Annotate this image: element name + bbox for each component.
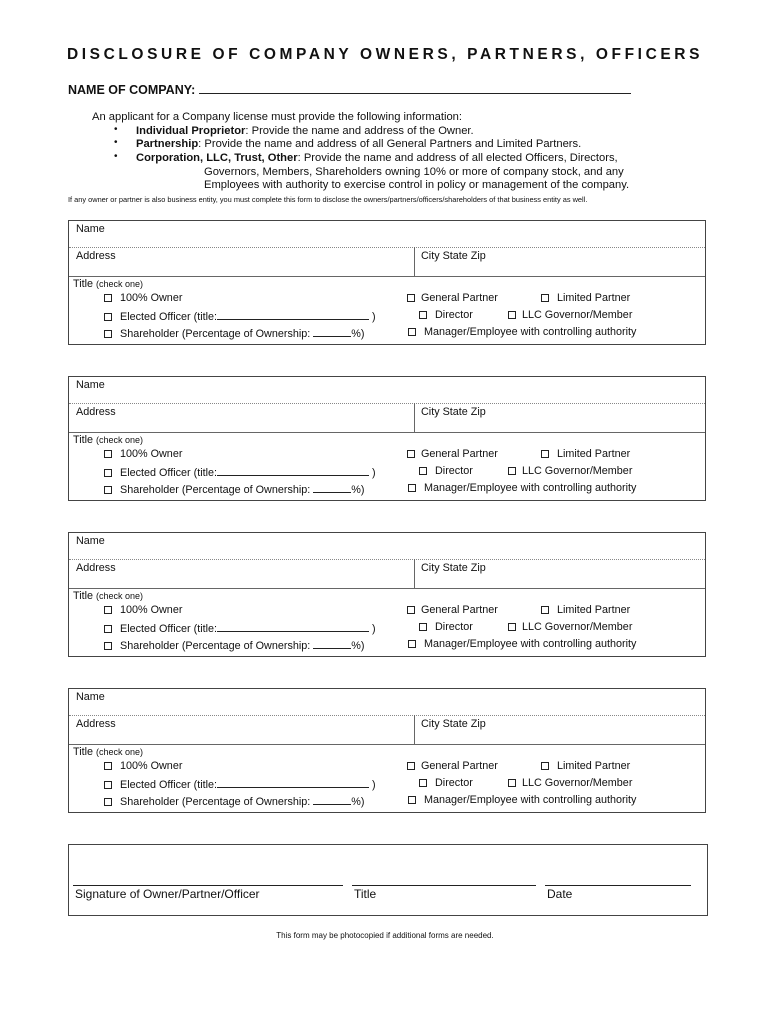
bullet-term: Partnership [136, 138, 199, 150]
name-label: Name [76, 379, 105, 391]
divider [414, 403, 415, 432]
divider [414, 559, 415, 588]
ownership-percent-field[interactable] [313, 794, 351, 805]
checkbox-label: ) [372, 311, 376, 323]
checkbox-label: Limited Partner [557, 448, 631, 460]
checkbox-shareholder[interactable] [104, 794, 364, 808]
checkbox-icon [508, 467, 516, 475]
divider [69, 247, 705, 248]
checkbox-icon [407, 762, 415, 770]
divider [414, 715, 415, 744]
title-text: Title [73, 746, 93, 758]
checkbox-label: Manager/Employee with controlling authority [424, 326, 637, 338]
city-state-zip-label: City State Zip [421, 406, 486, 418]
title-label [73, 590, 143, 602]
checkbox-label: Director [435, 465, 473, 477]
checkbox-icon [104, 313, 112, 321]
check-one-text: (check one) [96, 279, 144, 289]
checkbox-manager[interactable] [408, 482, 636, 494]
checkbox-llc-member[interactable] [508, 309, 632, 321]
title-text: Title [73, 434, 93, 446]
checkbox-label: Manager/Employee with controlling authority [424, 482, 637, 494]
checkbox-icon [104, 798, 112, 806]
checkbox-icon [104, 781, 112, 789]
checkbox-icon [408, 484, 416, 492]
checkbox-label: LLC Governor/Member [522, 777, 633, 789]
checkbox-limited-partner[interactable] [541, 760, 630, 772]
checkbox-shareholder[interactable] [104, 482, 364, 496]
checkbox-limited-partner[interactable] [541, 292, 630, 304]
checkbox-label: %) [351, 796, 365, 808]
checkbox-manager[interactable] [408, 794, 636, 806]
checkbox-icon [408, 328, 416, 336]
checkbox-elected-officer[interactable] [104, 465, 376, 479]
checkbox-label: Shareholder (Percentage of Ownership: [120, 640, 311, 652]
signature-title-field[interactable] [352, 885, 536, 886]
divider [69, 715, 705, 716]
checkbox-llc-member[interactable] [508, 777, 632, 789]
checkbox-label: ) [372, 779, 376, 791]
checkbox-label: %) [351, 640, 365, 652]
divider [69, 588, 705, 589]
checkbox-icon [407, 450, 415, 458]
checkbox-manager[interactable] [408, 326, 636, 338]
city-state-zip-label: City State Zip [421, 562, 486, 574]
officer-title-field[interactable] [217, 621, 369, 632]
checkbox-label: LLC Governor/Member [522, 309, 633, 321]
checkbox-general-partner[interactable] [407, 448, 498, 460]
checkbox-icon [104, 606, 112, 614]
checkbox-label: %) [351, 484, 365, 496]
checkbox-label: Elected Officer (title: [120, 779, 218, 791]
checkbox-label: Shareholder (Percentage of Ownership: [120, 796, 311, 808]
checkbox-label: Elected Officer (title: [120, 623, 218, 635]
bullet-partnership [114, 137, 582, 150]
title-label [73, 746, 143, 758]
checkbox-icon [104, 294, 112, 302]
checkbox-label: General Partner [421, 448, 498, 460]
checkbox-general-partner[interactable] [407, 760, 498, 772]
checkbox-icon [419, 623, 427, 631]
bullet-individual [114, 124, 474, 137]
company-name-label: NAME OF COMPANY: [68, 83, 196, 97]
city-state-zip-label: City State Zip [421, 250, 486, 262]
bullet-continuation: Employees with authority to exercise control in policy or management of the company. [204, 179, 630, 191]
address-label: Address [76, 250, 116, 262]
bullet-text: : Provide the name and address of all General Partners and Limited Partners. [198, 138, 582, 150]
ownership-percent-field[interactable] [313, 326, 351, 337]
signature-block [68, 844, 708, 916]
checkbox-label: %) [351, 328, 365, 340]
divider [69, 432, 705, 433]
form-title: DISCLOSURE OF COMPANY OWNERS, PARTNERS, OFFICERS [66, 46, 704, 63]
title-label [73, 278, 143, 290]
checkbox-icon [104, 486, 112, 494]
officer-title-field[interactable] [217, 309, 369, 320]
checkbox-label: Shareholder (Percentage of Ownership: [120, 328, 311, 340]
checkbox-label: 100% Owner [120, 448, 183, 460]
divider [69, 744, 705, 745]
checkbox-owner[interactable] [104, 448, 182, 460]
checkbox-owner[interactable] [104, 292, 182, 304]
checkbox-label: 100% Owner [120, 292, 183, 304]
checkbox-icon [508, 623, 516, 631]
checkbox-icon [104, 469, 112, 477]
checkbox-director[interactable] [419, 777, 473, 789]
checkbox-icon [408, 796, 416, 804]
checkbox-label: Limited Partner [557, 292, 631, 304]
disclosure-block [68, 376, 706, 501]
check-one-text: (check one) [96, 747, 144, 757]
checkbox-director[interactable] [419, 309, 473, 321]
checkbox-label: LLC Governor/Member [522, 465, 633, 477]
checkbox-icon [104, 625, 112, 633]
signature-date-field[interactable] [545, 885, 691, 886]
checkbox-label: General Partner [421, 604, 498, 616]
checkbox-general-partner[interactable] [407, 292, 498, 304]
checkbox-limited-partner[interactable] [541, 448, 630, 460]
checkbox-general-partner[interactable] [407, 604, 498, 616]
checkbox-icon [104, 450, 112, 458]
checkbox-label: Elected Officer (title: [120, 311, 218, 323]
city-state-zip-label: City State Zip [421, 718, 486, 730]
bullet-term: Corporation, LLC, Trust, Other [136, 152, 298, 164]
checkbox-label: Director [435, 621, 473, 633]
checkbox-owner[interactable] [104, 604, 182, 616]
disclosure-block [68, 688, 706, 813]
checkbox-icon [104, 762, 112, 770]
checkbox-icon [408, 640, 416, 648]
checkbox-elected-officer[interactable] [104, 621, 376, 635]
bullet-dot-icon: • [114, 151, 118, 162]
entity-note: If any owner or partner is also business entity, you must complete this form to disclose the owners/partners/officers/shareholders of that business entity as well. [68, 195, 588, 204]
checkbox-label: General Partner [421, 292, 498, 304]
checkbox-icon [419, 311, 427, 319]
checkbox-icon [508, 779, 516, 787]
signature-field[interactable] [73, 885, 343, 886]
divider [414, 247, 415, 276]
checkbox-icon [541, 450, 549, 458]
checkbox-label: 100% Owner [120, 760, 183, 772]
checkbox-manager[interactable] [408, 638, 636, 650]
bullet-corporation [114, 151, 618, 164]
checkbox-label: Limited Partner [557, 760, 631, 772]
title-text: Title [73, 590, 93, 602]
signature-date-label: Date [547, 887, 573, 901]
name-label: Name [76, 535, 105, 547]
checkbox-label: LLC Governor/Member [522, 621, 633, 633]
signature-label: Signature of Owner/Partner/Officer [75, 887, 260, 901]
checkbox-icon [104, 330, 112, 338]
checkbox-icon [508, 311, 516, 319]
checkbox-icon [104, 642, 112, 650]
address-label: Address [76, 562, 116, 574]
check-one-text: (check one) [96, 591, 144, 601]
checkbox-shareholder[interactable] [104, 326, 364, 340]
checkbox-icon [407, 606, 415, 614]
bullet-term: Individual Proprietor [136, 125, 246, 137]
checkbox-label: 100% Owner [120, 604, 183, 616]
bullet-continuation: Governors, Members, Shareholders owning 10% or more of company stock, and any [204, 166, 624, 178]
divider [69, 276, 705, 277]
checkbox-director[interactable] [419, 465, 473, 477]
title-text: Title [73, 278, 93, 290]
officer-title-field[interactable] [217, 777, 369, 788]
ownership-percent-field[interactable] [313, 482, 351, 493]
checkbox-label: Manager/Employee with controlling authority [424, 794, 637, 806]
address-label: Address [76, 406, 116, 418]
signature-title-label: Title [354, 887, 377, 901]
checkbox-shareholder[interactable] [104, 638, 364, 652]
checkbox-label: General Partner [421, 760, 498, 772]
checkbox-llc-member[interactable] [508, 621, 632, 633]
checkbox-icon [419, 467, 427, 475]
intro-text: An applicant for a Company license must provide the following information: [92, 111, 463, 123]
company-name-row [68, 82, 631, 97]
checkbox-owner[interactable] [104, 760, 182, 772]
disclosure-block [68, 220, 706, 345]
bullet-text: : Provide the name and address of the Owner. [245, 125, 474, 137]
checkbox-elected-officer[interactable] [104, 777, 376, 791]
checkbox-label: Manager/Employee with controlling authority [424, 638, 637, 650]
checkbox-director[interactable] [419, 621, 473, 633]
checkbox-label: Elected Officer (title: [120, 467, 218, 479]
checkbox-label: ) [372, 467, 376, 479]
company-name-field[interactable] [199, 82, 631, 94]
officer-title-field[interactable] [217, 465, 369, 476]
bullet-dot-icon: • [114, 124, 118, 135]
bullet-dot-icon: • [114, 137, 118, 148]
ownership-percent-field[interactable] [313, 638, 351, 649]
title-label [73, 434, 143, 446]
name-label: Name [76, 223, 105, 235]
checkbox-icon [541, 606, 549, 614]
name-label: Name [76, 691, 105, 703]
checkbox-icon [407, 294, 415, 302]
footer-note: This form may be photocopied if additional forms are needed. [276, 931, 494, 940]
bullet-text: : Provide the name and address of all elected Officers, Directors, [297, 152, 618, 164]
disclosure-block [68, 532, 706, 657]
checkbox-icon [541, 762, 549, 770]
checkbox-label: Shareholder (Percentage of Ownership: [120, 484, 311, 496]
checkbox-label: Director [435, 309, 473, 321]
checkbox-icon [419, 779, 427, 787]
checkbox-llc-member[interactable] [508, 465, 632, 477]
checkbox-label: Limited Partner [557, 604, 631, 616]
divider [69, 559, 705, 560]
checkbox-label: Director [435, 777, 473, 789]
checkbox-icon [541, 294, 549, 302]
checkbox-limited-partner[interactable] [541, 604, 630, 616]
address-label: Address [76, 718, 116, 730]
check-one-text: (check one) [96, 435, 144, 445]
checkbox-label: ) [372, 623, 376, 635]
checkbox-elected-officer[interactable] [104, 309, 376, 323]
divider [69, 403, 705, 404]
